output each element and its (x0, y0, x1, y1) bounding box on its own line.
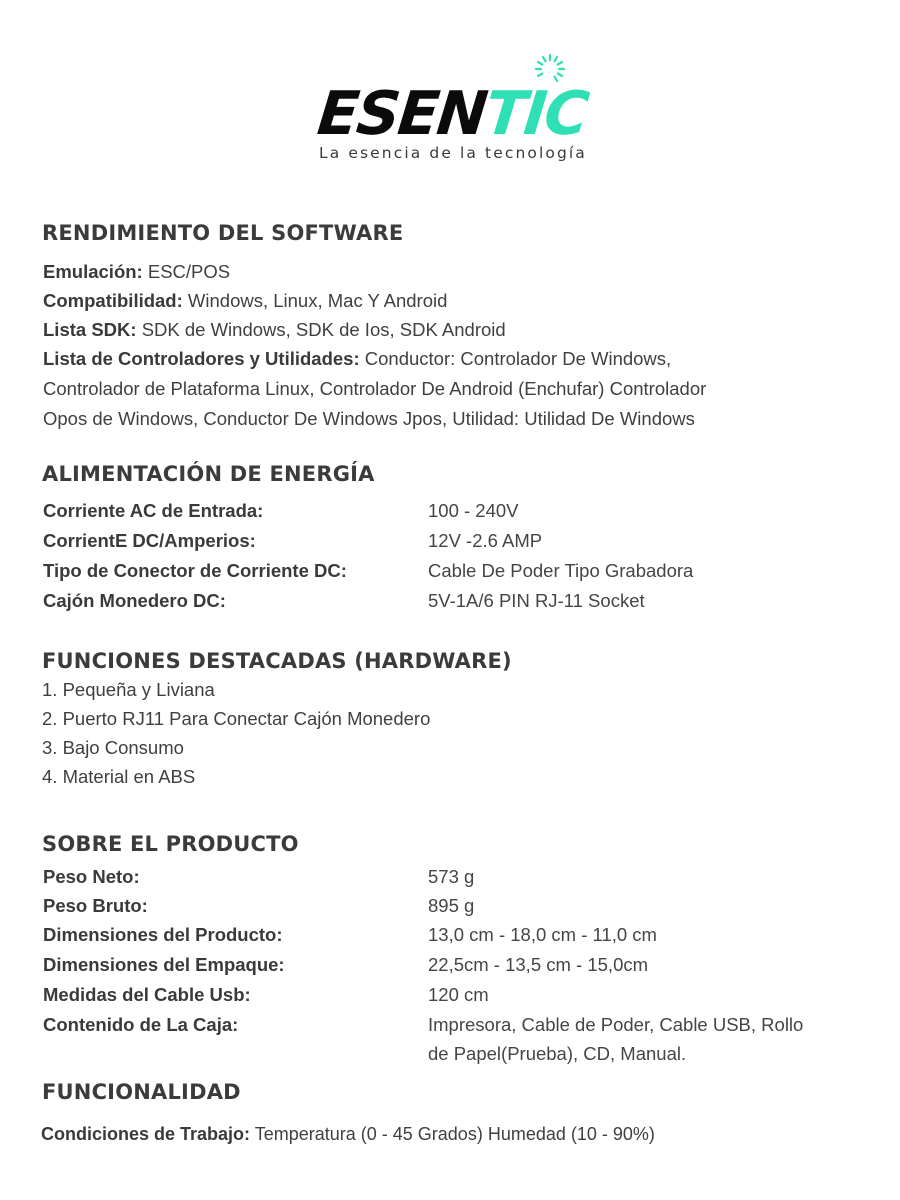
spec-value: ESC/POS (147, 261, 231, 282)
spec-value: 12V -2.6 AMP (428, 530, 543, 551)
brand-wordmark (314, 79, 591, 149)
brand-tagline: La esencia de la tecnología (319, 144, 587, 162)
spec-line-working-conditions (41, 1124, 655, 1145)
spec-value: 120 cm (428, 984, 489, 1005)
spec-value: Windows, Linux, Mac Y Android (187, 290, 448, 311)
spec-label: CorrientE DC/Amperios: (43, 530, 256, 551)
spec-value: 5V-1A/6 PIN RJ-11 Socket (428, 590, 645, 611)
spec-label: Tipo de Conector de Corriente DC: (43, 560, 347, 581)
spec-value: Conductor: Controlador De Windows, (364, 348, 672, 369)
spec-label: Lista SDK: (43, 319, 137, 340)
feature-item: 4. Material en ABS (42, 766, 196, 787)
spec-label: Dimensiones del Producto: (43, 924, 283, 945)
brand-logo (314, 58, 608, 168)
spec-line-drivers-cont-2: Opos de Windows, Conductor De Windows Jpos, Utilidad: Utilidad De Windows (43, 408, 695, 429)
feature-item: 1. Pequeña y Liviana (42, 679, 215, 700)
spec-value: 895 g (428, 895, 475, 916)
spec-label: Emulación: (43, 261, 143, 282)
spec-value-continuation: de Papel(Prueba), CD, Manual. (428, 1043, 687, 1064)
spec-line-compatibility (43, 290, 447, 312)
spec-label: Condiciones de Trabajo: (41, 1124, 251, 1144)
section-title-power: ALIMENTACIÓN DE ENERGÍA (42, 462, 375, 486)
spec-value: Temperatura (0 - 45 Grados) Humedad (10 - 90%) (254, 1124, 655, 1144)
section-title-product: SOBRE EL PRODUCTO (42, 832, 299, 856)
spec-label: Compatibilidad: (43, 290, 183, 311)
spec-label: Lista de Controladores y Utilidades: (43, 348, 360, 369)
spec-line-emulation (43, 261, 230, 283)
spec-value: 13,0 cm - 18,0 cm - 11,0 cm (428, 924, 657, 945)
section-title-software: RENDIMIENTO DEL SOFTWARE (42, 221, 404, 245)
spec-line-drivers-cont-1: Controlador de Plataforma Linux, Controlador De Android (Enchufar) Controlador (43, 378, 707, 399)
brand-name-teal: TIC (481, 79, 591, 149)
section-title-hardware: FUNCIONES DESTACADAS (HARDWARE) (42, 649, 512, 673)
spec-label: Peso Neto: (43, 866, 140, 887)
spec-label: Corriente AC de Entrada: (43, 500, 264, 521)
spec-line-drivers (43, 348, 671, 370)
spec-value: 100 - 240V (428, 500, 519, 521)
feature-item: 3. Bajo Consumo (42, 737, 184, 758)
spec-label: Peso Bruto: (43, 895, 148, 916)
spec-value: 22,5cm - 13,5 cm - 15,0cm (428, 954, 649, 975)
brand-name-black: ESEN (314, 79, 490, 149)
spec-value: Cable De Poder Tipo Grabadora (428, 560, 694, 581)
spec-value: Impresora, Cable de Poder, Cable USB, Rollo (428, 1014, 804, 1035)
spec-label: Dimensiones del Empaque: (43, 954, 285, 975)
section-title-functionality: FUNCIONALIDAD (42, 1080, 241, 1104)
spec-line-sdk (43, 319, 506, 341)
spec-value: SDK de Windows, SDK de Ios, SDK Android (141, 319, 506, 340)
spec-value: 573 g (428, 866, 475, 887)
spec-label: Cajón Monedero DC: (43, 590, 226, 611)
feature-item: 2. Puerto RJ11 Para Conectar Cajón Monedero (42, 708, 431, 729)
spec-label: Contenido de La Caja: (43, 1014, 239, 1035)
spec-label: Medidas del Cable Usb: (43, 984, 251, 1005)
